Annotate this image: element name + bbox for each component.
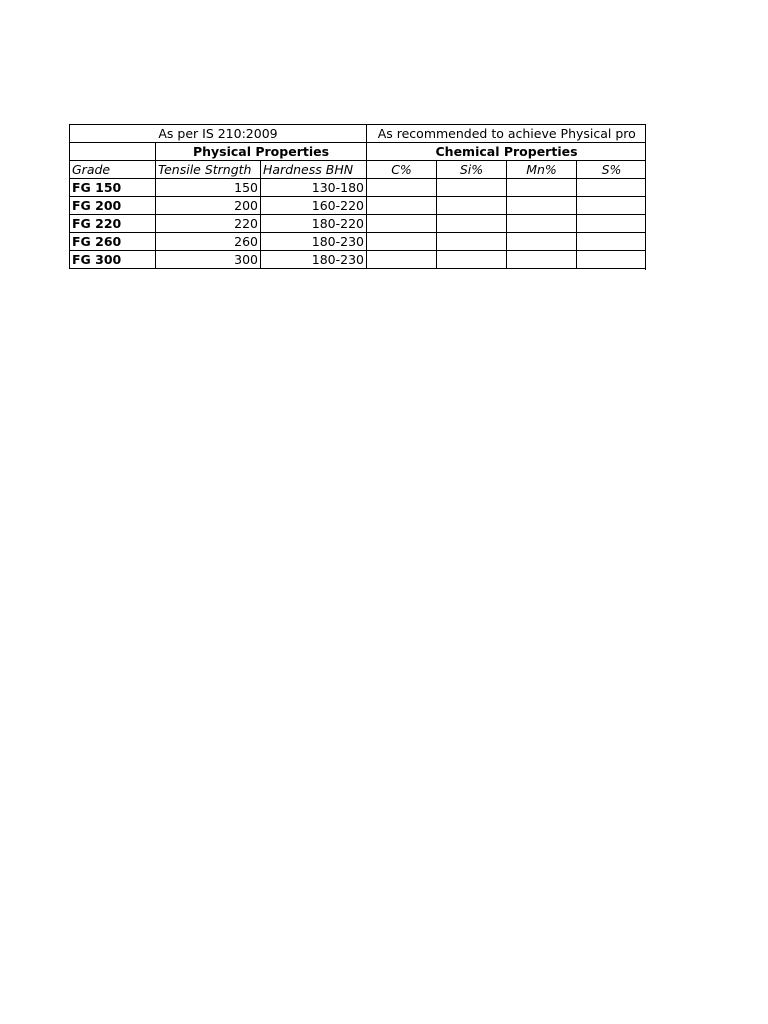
table-row [70, 179, 647, 197]
cell-sulfur[interactable] [577, 233, 647, 251]
col-header-carbon[interactable]: C% [367, 161, 437, 179]
cell-grade[interactable]: FG 300 [70, 251, 156, 269]
cell-carbon[interactable] [367, 233, 437, 251]
cell-grade[interactable]: FG 260 [70, 233, 156, 251]
cell-hardness[interactable]: 180-230 [261, 233, 367, 251]
cell-manganese[interactable] [507, 215, 577, 233]
cell-tensile[interactable]: 200 [156, 197, 261, 215]
cell-grade[interactable]: FG 200 [70, 197, 156, 215]
cell-hardness[interactable]: 180-220 [261, 215, 367, 233]
col-header-silicon[interactable]: Si% [437, 161, 507, 179]
col-header-hardness[interactable]: Hardness BHN [261, 161, 367, 179]
cell-grade[interactable]: FG 150 [70, 179, 156, 197]
col-header-tensile[interactable]: Tensile Strngth [156, 161, 261, 179]
cell-carbon[interactable] [367, 197, 437, 215]
cell-sulfur[interactable] [577, 179, 647, 197]
cell-chemical-properties[interactable]: Chemical Properties [367, 143, 647, 161]
cell-carbon[interactable] [367, 215, 437, 233]
cell-tensile[interactable]: 150 [156, 179, 261, 197]
table-row [70, 215, 647, 233]
properties-table [69, 124, 646, 269]
cell-manganese[interactable] [507, 179, 577, 197]
col-header-grade[interactable]: Grade [70, 161, 156, 179]
cell-manganese[interactable] [507, 197, 577, 215]
table-right-border [645, 124, 646, 270]
cell-sulfur[interactable] [577, 197, 647, 215]
header-row-groups [70, 143, 647, 161]
cell-manganese[interactable] [507, 233, 577, 251]
cell-hardness[interactable]: 130-180 [261, 179, 367, 197]
cell-tensile[interactable]: 300 [156, 251, 261, 269]
cell-recommended-title[interactable]: As recommended to achieve Physical pro [367, 125, 647, 143]
cell-carbon[interactable] [367, 251, 437, 269]
cell-empty-corner[interactable] [70, 143, 156, 161]
cell-grade[interactable]: FG 220 [70, 215, 156, 233]
cell-silicon[interactable] [437, 251, 507, 269]
cell-physical-properties[interactable]: Physical Properties [156, 143, 367, 161]
table-row [70, 251, 647, 269]
cell-silicon[interactable] [437, 197, 507, 215]
header-row-columns [70, 161, 647, 179]
cell-carbon[interactable] [367, 179, 437, 197]
cell-tensile[interactable]: 220 [156, 215, 261, 233]
cell-silicon[interactable] [437, 179, 507, 197]
cell-standard-title[interactable]: As per IS 210:2009 [70, 125, 367, 143]
cell-silicon[interactable] [437, 215, 507, 233]
cell-manganese[interactable] [507, 251, 577, 269]
cell-silicon[interactable] [437, 233, 507, 251]
cell-hardness[interactable]: 160-220 [261, 197, 367, 215]
col-header-manganese[interactable]: Mn% [507, 161, 577, 179]
table-row [70, 197, 647, 215]
cell-hardness[interactable]: 180-230 [261, 251, 367, 269]
col-header-sulfur[interactable]: S% [577, 161, 647, 179]
cell-sulfur[interactable] [577, 251, 647, 269]
spreadsheet-table-region [69, 124, 646, 270]
table-row [70, 233, 647, 251]
header-row-standard [70, 125, 647, 143]
cell-sulfur[interactable] [577, 215, 647, 233]
cell-tensile[interactable]: 260 [156, 233, 261, 251]
